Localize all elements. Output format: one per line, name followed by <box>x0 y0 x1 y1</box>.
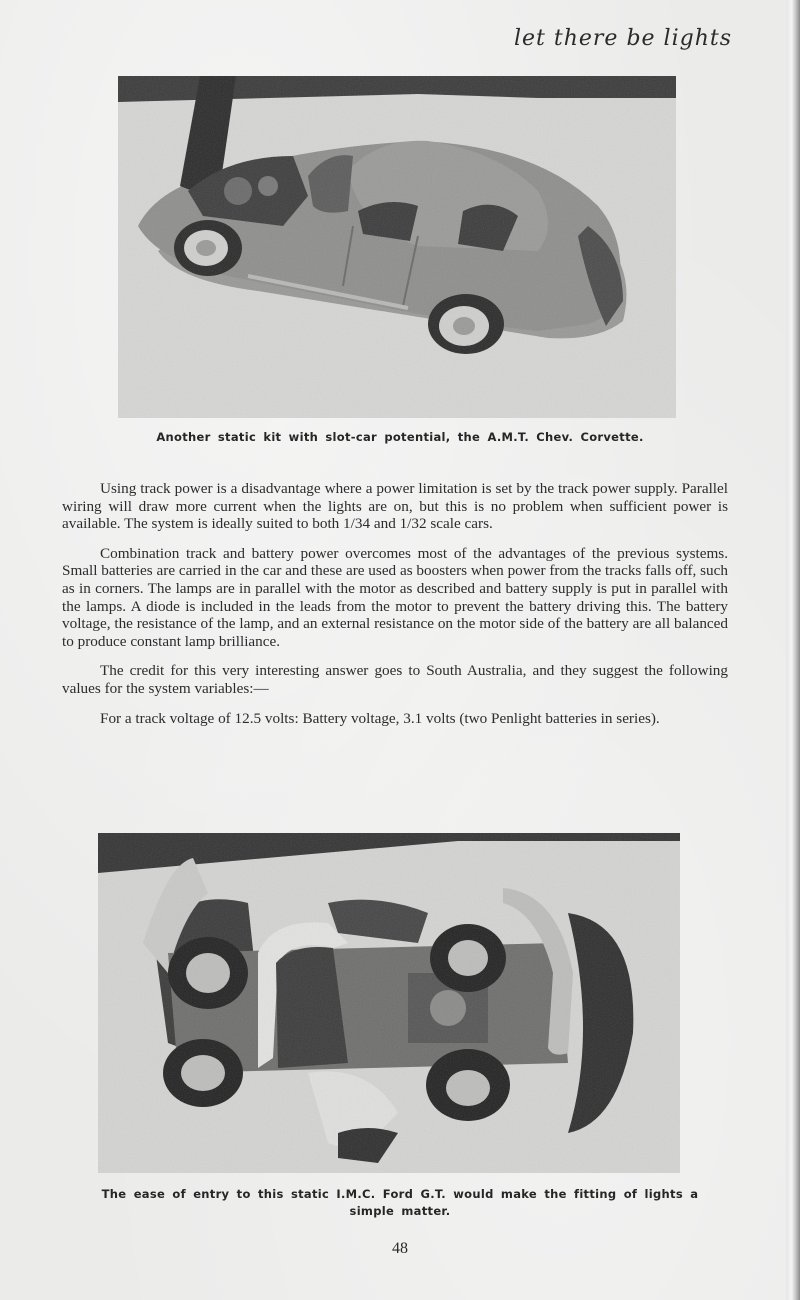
running-head: let there be lights <box>514 26 732 51</box>
page-number: 48 <box>392 1240 408 1257</box>
corvette-caption: Another static kit with slot-car potential, the A.M.T. Chev. Corvette. <box>156 430 644 444</box>
paragraph-voltage-values: For a track voltage of 12.5 volts: Battery voltage, 3.1 volts (two Penlight batteries in series). <box>100 709 660 727</box>
paragraph-track-power: Using track power is a disadvantage where a power limitation is set by the track power supply. Parallel wiring will draw more current when the lights are on, but this is no problem when sufficient power is available. The system is ideally suited to both 1/34 and 1/32 scale cars. <box>62 480 728 533</box>
corvette-image <box>118 76 676 418</box>
paragraph-combination-power: Combination track and battery power overcomes most of the advantages of the previous systems. Small batteries are carried in the car and these are used as boosters when power from the tracks falls off, such as in corners. The lamps are in parallel with the motor as described and battery supply is put in parallel with the lamps. A diode is included in the leads from the motor to prevent the battery driving this. The battery voltage, the resistance of the lamp, and an external resistance on the motor side of the battery are all balanced to produce constant lamp brilliance. <box>62 544 728 650</box>
ford-gt-image <box>98 833 680 1173</box>
ford-gt-caption: The ease of entry to this static I.M.C. Ford G.T. would make the fitting of lights a simple matter. <box>101 1187 699 1218</box>
paragraph-credit: The credit for this very interesting answer goes to South Australia, and they suggest the following values for the system variables:— <box>62 662 728 697</box>
article-body <box>62 480 728 739</box>
book-spine-shadow <box>786 0 800 1300</box>
corvette-photo <box>118 76 676 418</box>
ford-gt-photo <box>98 833 680 1173</box>
